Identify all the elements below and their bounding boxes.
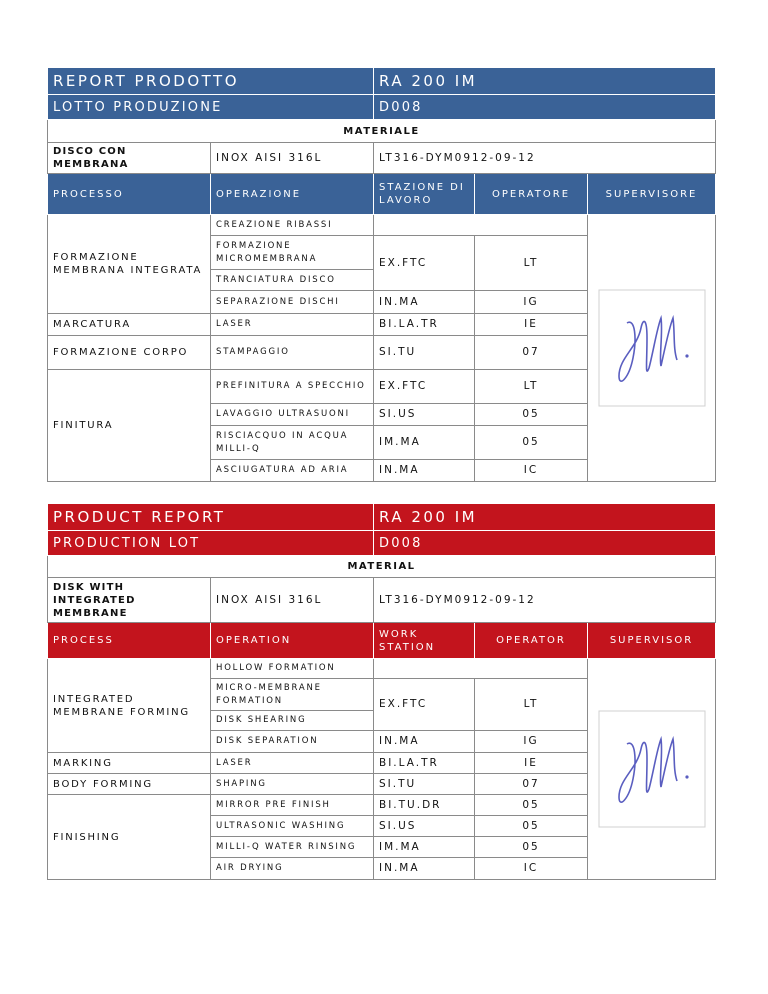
report-english xyxy=(47,503,715,880)
station-cell: IN.MA xyxy=(374,460,475,482)
process-cell: MARKING xyxy=(48,753,211,774)
process-cell: MARCATURA xyxy=(48,314,211,336)
report-title: PRODUCT REPORT xyxy=(48,504,374,531)
operation-cell: MIRROR PRE FINISH xyxy=(211,795,374,816)
station-cell: SI.US xyxy=(374,816,475,837)
station-cell: SI.TU xyxy=(374,336,475,370)
col-header-process: PROCESS xyxy=(48,623,211,659)
station-cell: SI.US xyxy=(374,404,475,426)
operator-cell: 05 xyxy=(475,426,588,460)
product-code: RA 200 IM xyxy=(374,504,716,531)
process-cell: BODY FORMING xyxy=(48,774,211,795)
operation-cell: TRANCIATURA DISCO xyxy=(211,270,374,291)
col-header-process: PROCESSO xyxy=(48,174,211,215)
operator-cell: IG xyxy=(475,731,588,753)
operation-cell: RISCIACQUO IN ACQUA MILLI-Q xyxy=(211,426,374,460)
operation-cell: LASER xyxy=(211,753,374,774)
lot-value: D008 xyxy=(374,531,716,556)
operator-cell: 05 xyxy=(475,837,588,858)
signature-icon xyxy=(597,709,707,829)
report-table-english xyxy=(47,503,716,880)
process-cell: INTEGRATED MEMBRANE FORMING xyxy=(48,659,211,753)
material-label: DISK WITH INTEGRATED MEMBRANE xyxy=(48,578,211,623)
station-cell: IM.MA xyxy=(374,426,475,460)
operator-cell: IE xyxy=(475,753,588,774)
station-cell: SI.TU xyxy=(374,774,475,795)
lot-label: PRODUCTION LOT xyxy=(48,531,374,556)
operation-cell: SHAPING xyxy=(211,774,374,795)
operation-cell: AIR DRYING xyxy=(211,858,374,880)
supervisor-signature xyxy=(588,215,716,482)
col-header-station: STAZIONE DI LAVORO xyxy=(374,174,475,215)
lot-value: D008 xyxy=(374,95,716,120)
station-cell: EX.FTC xyxy=(374,679,475,731)
process-cell: FORMAZIONE CORPO xyxy=(48,336,211,370)
report-italian xyxy=(47,67,715,482)
station-cell: BI.TU.DR xyxy=(374,795,475,816)
operation-cell: STAMPAGGIO xyxy=(211,336,374,370)
material-section-title: MATERIALE xyxy=(48,120,716,143)
report-title: REPORT PRODOTTO xyxy=(48,68,374,95)
col-header-supervisor: SUPERVISOR xyxy=(588,623,716,659)
operation-cell: DISK SEPARATION xyxy=(211,731,374,753)
station-cell: IN.MA xyxy=(374,858,475,880)
operation-cell: LASER xyxy=(211,314,374,336)
operator-cell: LT xyxy=(475,370,588,404)
operator-cell: LT xyxy=(475,236,588,291)
operator-cell: 07 xyxy=(475,774,588,795)
operator-cell: 05 xyxy=(475,816,588,837)
operation-cell: CREAZIONE RIBASSI xyxy=(211,215,374,236)
operation-cell: HOLLOW FORMATION xyxy=(211,659,374,679)
material-label: DISCO CON MEMBRANA xyxy=(48,143,211,174)
station-cell: IN.MA xyxy=(374,731,475,753)
station-cell: IM.MA xyxy=(374,837,475,858)
process-cell: FORMAZIONE MEMBRANA INTEGRATA xyxy=(48,215,211,314)
operator-cell: 05 xyxy=(475,404,588,426)
lot-label: LOTTO PRODUZIONE xyxy=(48,95,374,120)
operator-cell: IC xyxy=(475,858,588,880)
operation-cell: ASCIUGATURA AD ARIA xyxy=(211,460,374,482)
operator-cell: IE xyxy=(475,314,588,336)
station-cell: BI.LA.TR xyxy=(374,314,475,336)
operation-cell: PREFINITURA A SPECCHIO xyxy=(211,370,374,404)
col-header-operator: OPERATOR xyxy=(475,623,588,659)
col-header-operation: OPERAZIONE xyxy=(211,174,374,215)
material-value: INOX AISI 316L xyxy=(211,143,374,174)
operation-cell: MICRO-MEMBRANE FORMATION xyxy=(211,679,374,711)
operation-cell: ULTRASONIC WASHING xyxy=(211,816,374,837)
process-cell: FINITURA xyxy=(48,370,211,482)
operator-cell: LT xyxy=(475,679,588,731)
station-cell: EX.FTC xyxy=(374,236,475,291)
col-header-supervisor: SUPERVISORE xyxy=(588,174,716,215)
operation-cell: SEPARAZIONE DISCHI xyxy=(211,291,374,314)
operator-cell: 07 xyxy=(475,336,588,370)
operation-cell: DISK SHEARING xyxy=(211,711,374,731)
station-cell: IN.MA xyxy=(374,291,475,314)
col-header-station: WORK STATION xyxy=(374,623,475,659)
product-code: RA 200 IM xyxy=(374,68,716,95)
material-code: LT316-DYM0912-09-12 xyxy=(374,143,716,174)
supervisor-signature xyxy=(588,659,716,880)
operation-cell: LAVAGGIO ULTRASUONI xyxy=(211,404,374,426)
process-cell: FINISHING xyxy=(48,795,211,880)
station-cell: EX.FTC xyxy=(374,370,475,404)
material-code: LT316-DYM0912-09-12 xyxy=(374,578,716,623)
material-section-title: MATERIAL xyxy=(48,556,716,578)
operator-cell: IC xyxy=(475,460,588,482)
material-value: INOX AISI 316L xyxy=(211,578,374,623)
operation-cell: FORMAZIONE MICROMEMBRANA xyxy=(211,236,374,270)
col-header-operation: OPERATION xyxy=(211,623,374,659)
signature-icon xyxy=(597,288,707,408)
operator-cell: 05 xyxy=(475,795,588,816)
col-header-operator: OPERATORE xyxy=(475,174,588,215)
operator-cell: IG xyxy=(475,291,588,314)
report-table-italian xyxy=(47,67,716,482)
operation-cell: MILLI-Q WATER RINSING xyxy=(211,837,374,858)
station-cell: BI.LA.TR xyxy=(374,753,475,774)
